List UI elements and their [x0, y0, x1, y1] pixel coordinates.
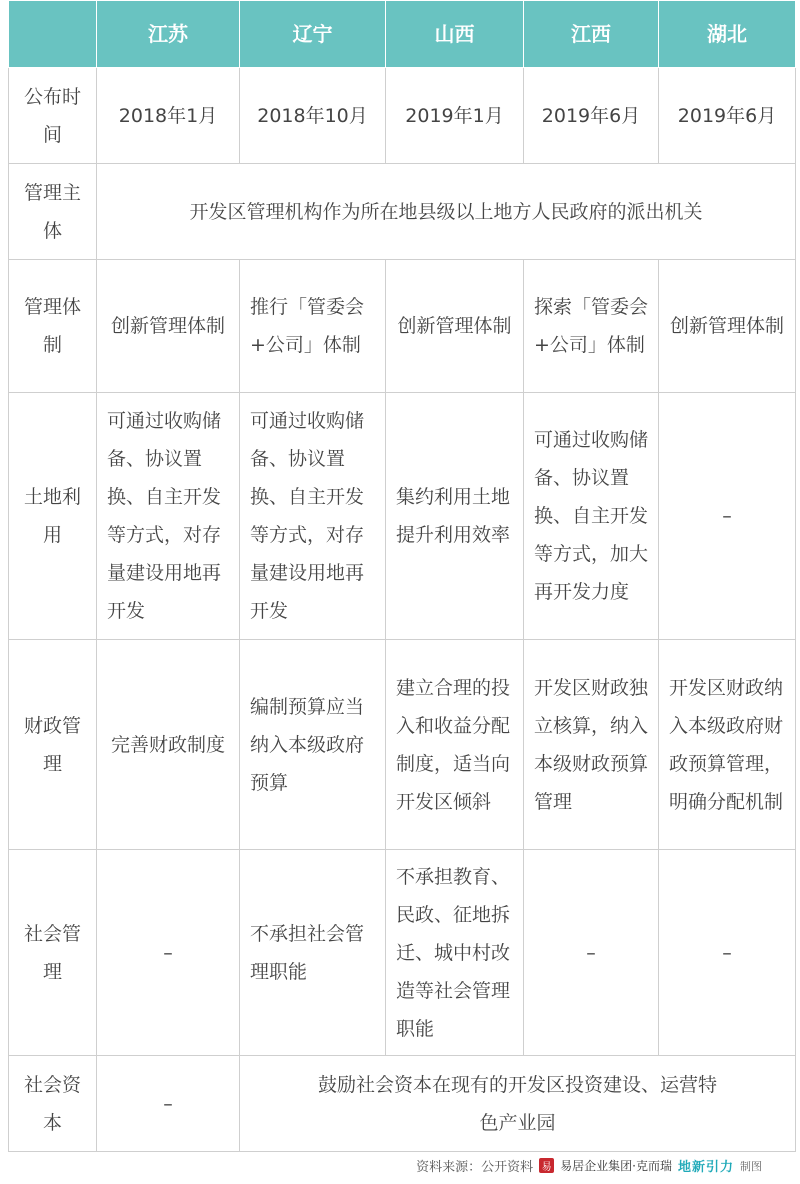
table-cell: 探索「管委会+公司」体制 — [524, 260, 659, 393]
yiju-logo-icon: 易 — [539, 1158, 554, 1173]
header-hubei: 湖北 — [659, 1, 796, 68]
policy-comparison-table — [8, 0, 796, 1152]
row-label-management-subject: 管理主体 — [9, 164, 97, 260]
header-jiangxi: 江西 — [524, 1, 659, 68]
table-cell: 2018年1月 — [97, 68, 240, 164]
table-cell: 创新管理体制 — [97, 260, 240, 393]
table-cell: 不承担社会管理职能 — [240, 850, 386, 1056]
table-cell: 不承担教育、民政、征地拆迁、城中村改造等社会管理职能 — [386, 850, 524, 1056]
table-cell: 开发区财政独立核算，纳入本级财政预算管理 — [524, 640, 659, 850]
row-label-management-system: 管理体制 — [9, 260, 97, 393]
row-management-system — [9, 260, 796, 393]
table-cell: 创新管理体制 — [659, 260, 796, 393]
table-cell: 2019年1月 — [386, 68, 524, 164]
header-row — [9, 1, 796, 68]
table-cell: – — [524, 850, 659, 1056]
made-label: 制图 — [740, 1159, 762, 1173]
source-footer — [416, 1156, 762, 1175]
table-cell: – — [97, 850, 240, 1056]
header-liaoning: 辽宁 — [240, 1, 386, 68]
table-cell: 可通过收购储备、协议置换、自主开发等方式，对存量建设用地再开发 — [240, 393, 386, 640]
table-cell: 2019年6月 — [524, 68, 659, 164]
table-cell: 建立合理的投入和收益分配制度，适当向开发区倾斜 — [386, 640, 524, 850]
table-cell: 2018年10月 — [240, 68, 386, 164]
table-cell: 2019年6月 — [659, 68, 796, 164]
table-cell: 集约利用土地提升利用效率 — [386, 393, 524, 640]
row-social-capital — [9, 1056, 796, 1152]
brand-name: 易居企业集团·克而瑞 — [560, 1159, 672, 1173]
table-cell: – — [97, 1056, 240, 1152]
header-jiangsu: 江苏 — [97, 1, 240, 68]
table-cell: – — [659, 850, 796, 1056]
table-cell: – — [659, 393, 796, 640]
row-label-finance: 财政管理 — [9, 640, 97, 850]
table-cell: 创新管理体制 — [386, 260, 524, 393]
row-social-management — [9, 850, 796, 1056]
table-cell-merged: 鼓励社会资本在现有的开发区投资建设、运营特色产业园 — [240, 1056, 796, 1152]
row-label-land-use: 土地利用 — [9, 393, 97, 640]
row-label-social-capital: 社会资本 — [9, 1056, 97, 1152]
row-publish-time — [9, 68, 796, 164]
table-cell: 可通过收购储备、协议置换、自主开发等方式，加大再开发力度 — [524, 393, 659, 640]
header-shanxi: 山西 — [386, 1, 524, 68]
row-finance — [9, 640, 796, 850]
brand-logo-text: 地新引力 — [677, 1160, 734, 1175]
table-cell: 编制预算应当纳入本级政府预算 — [240, 640, 386, 850]
table-cell: 可通过收购储备、协议置换、自主开发等方式，对存量建设用地再开发 — [97, 393, 240, 640]
source-text: 资料来源：公开资料 — [416, 1160, 534, 1175]
header-corner — [9, 1, 97, 68]
table-cell: 推行「管委会+公司」体制 — [240, 260, 386, 393]
row-land-use — [9, 393, 796, 640]
row-management-subject — [9, 164, 796, 260]
row-label-social-management: 社会管理 — [9, 850, 97, 1056]
table-cell: 开发区财政纳入本级政府财政预算管理，明确分配机制 — [659, 640, 796, 850]
table-cell: 完善财政制度 — [97, 640, 240, 850]
row-label-publish-time: 公布时间 — [9, 68, 97, 164]
table-cell-merged: 开发区管理机构作为所在地县级以上地方人民政府的派出机关 — [97, 164, 796, 260]
